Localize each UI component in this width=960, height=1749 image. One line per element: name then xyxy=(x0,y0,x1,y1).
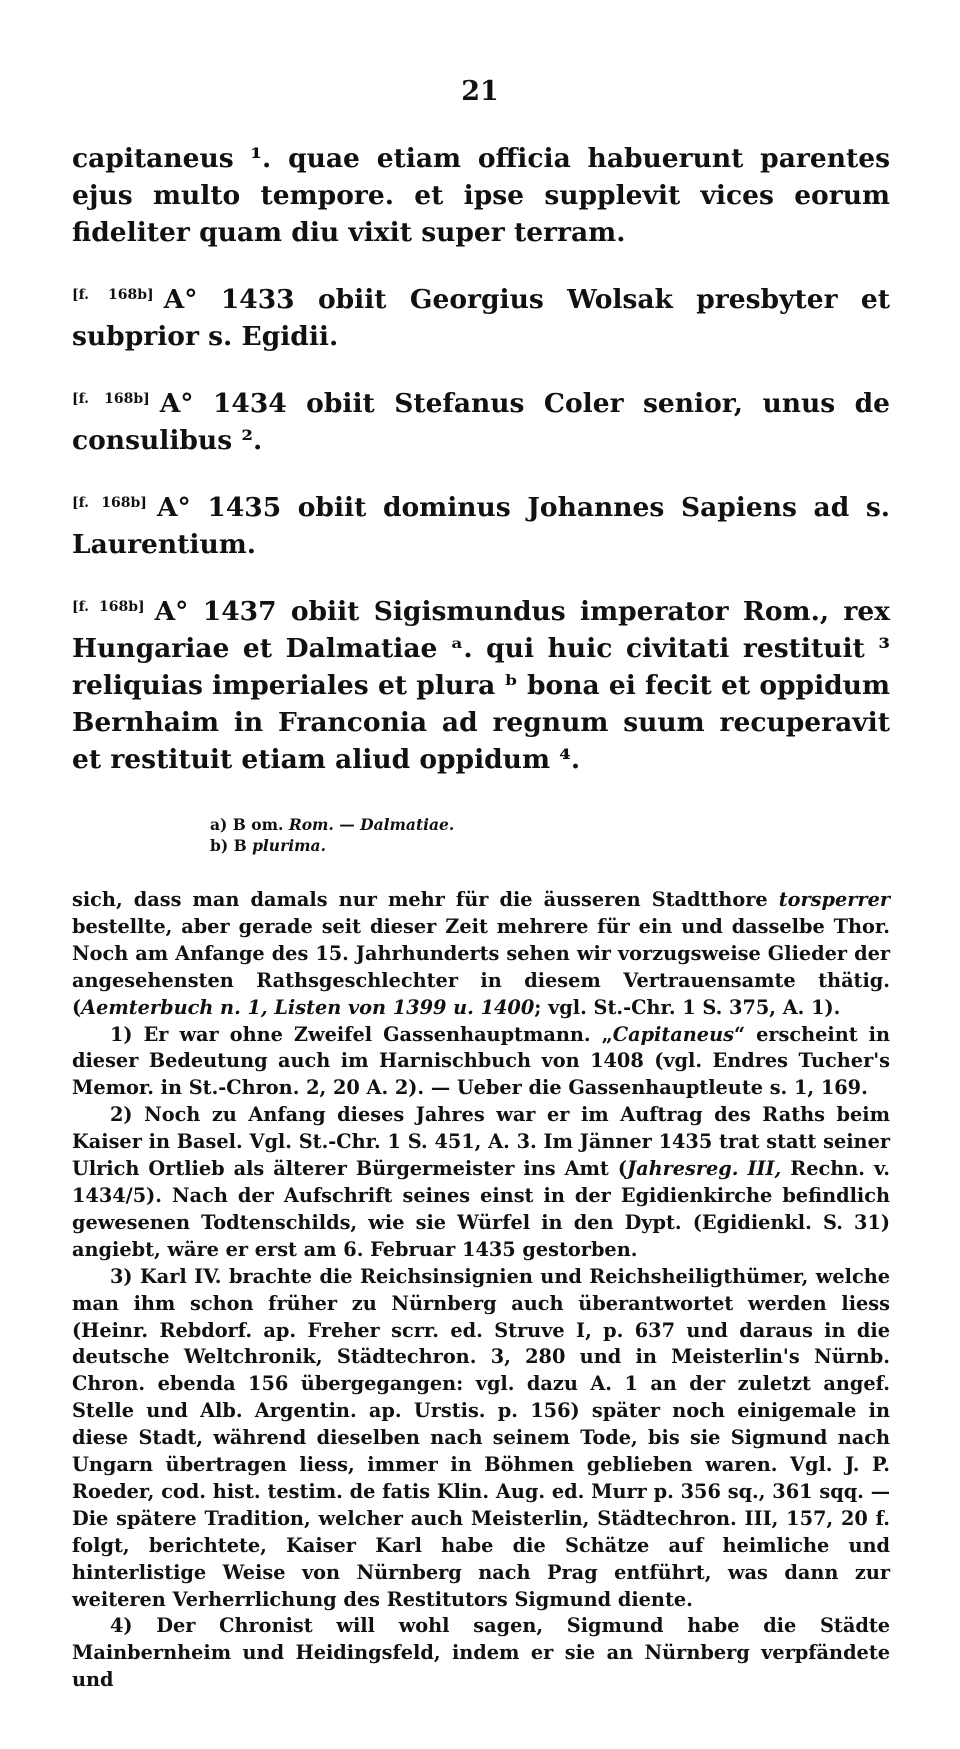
footnote-3: 3) Karl IV. brachte die Reichsinsignien und Reichsheiligthümer, welche man ihm schon früher zu Nürnberg auch überantwortet werden liess (Heinr. Rebdorf. ap. Freher scrr. ed. Struve I, p. 637 und daraus in die deutsche Weltchronik, Städtechron. 3, 280 und in Meisterlin's Nürnb. Chron. ebenda 156 übergegangen: vgl. dazu A. 1 an der zuletzt angef. Stelle und Alb. Argentin. ap. Urstis. p. 156) später noch einigemale in diese Stadt, während dieselben nach seinem Tode, bis sie Sigmund nach Ungarn übertragen liess, immer in Böhmen geblieben waren. Vgl. J. P. Roeder, cod. hist. testim. de fatis Klin. Aug. ed. Murr p. 356 sq., 361 sqq. — Die spätere Tradition, welcher auch Meisterlin, Städtechron. III, 157, 20 f. folgt, berichtete, Kaiser Karl habe die Schätze auf heimliche und hinterlistige Weise von Nürnberg nach Prag entführt, was dann zur weiteren Verherrlichung des Restitutors Sigmund diente. xyxy=(72,1264,890,1611)
margin-reference: [f. 168b] xyxy=(72,391,150,407)
variant-a: a) B om. Rom. — Dalmatiae. xyxy=(210,815,455,834)
footnotes xyxy=(72,887,890,1694)
chronicle-text xyxy=(72,140,890,804)
page-number: 21 xyxy=(461,76,499,107)
variant-b: b) B plurima. xyxy=(210,836,326,855)
entry-0: capitaneus ¹. quae etiam officia habuerunt parentes ejus multo tempore. et ipse supplevit vices eorum fideliter quam diu vixit super terram. xyxy=(72,143,890,248)
margin-reference: [f. 168b] xyxy=(72,495,147,511)
footnote-2: 2) Noch zu Anfang dieses Jahres war er im Auftrag des Raths beim Kaiser in Basel. Vgl. St.-Chr. 1 S. 451, A. 3. Im Jänner 1435 trat statt seiner Ulrich Ortlieb als älterer Bürgermeister ins Amt (Jahresreg. III, Rechn. v. 1434/5). Nach der Aufschrift seines einst in der Egidienkirche befindlich gewesenen Todtenschilds, wie sie Würfel in den Dypt. (Egidienkl. S. 31) angiebt, wäre er erst am 6. Februar 1435 gestorben. xyxy=(72,1103,890,1261)
entry-1433: [f. 168b] A° 1433 obiit Georgius Wolsak presbyter et subprior s. Egidii. xyxy=(72,284,890,352)
variant-apparatus xyxy=(210,814,454,856)
entry-1434: [f. 168b] A° 1434 obiit Stefanus Coler senior, unus de consulibus ². xyxy=(72,388,890,456)
footnote-continuation: sich, dass man damals nur mehr für die äusseren Stadtthore torsperrer bestellte, aber gerade seit dieser Zeit mehrere für ein und dasselbe Thor. Noch am Anfange des 15. Jahrhunderts sehen wir vorzugsweise Glieder der angesehensten Rathsgeschlechter in diesem Vertrauensamte thätig. (Aemterbuch n. 1, Listen von 1399 u. 1400; vgl. St.-Chr. 1 S. 375, A. 1). xyxy=(72,888,890,1019)
footnote-1: 1) Er war ohne Zweifel Gassenhauptmann. „Capitaneus“ erscheint in dieser Bedeutung auch im Harnischbuch von 1408 (vgl. Endres Tucher's Memor. in St.-Chron. 2, 20 A. 2). — Ueber die Gassenhauptleute s. 1, 169. xyxy=(72,1022,890,1100)
entry-1437: [f. 168b] A° 1437 obiit Sigismundus imperator Rom., rex Hungariae et Dalmatiae ᵃ. qui huic civitati restituit ³ reliquias imperiales et plura ᵇ bona ei fecit et oppidum Bernhaim in Franconia ad regnum suum recuperavit et restituit etiam aliud oppidum ⁴. xyxy=(72,596,890,775)
margin-reference: [f. 168b] xyxy=(72,599,145,615)
footnote-4: 4) Der Chronist will wohl sagen, Sigmund habe die Städte Mainbernheim und Heidingsfeld, indem er sie an Nürnberg verpfändete und xyxy=(72,1614,890,1692)
entry-1435: [f. 168b] A° 1435 obiit dominus Johannes Sapiens ad s. Laurentium. xyxy=(72,492,890,560)
margin-reference: [f. 168b] xyxy=(72,287,154,303)
